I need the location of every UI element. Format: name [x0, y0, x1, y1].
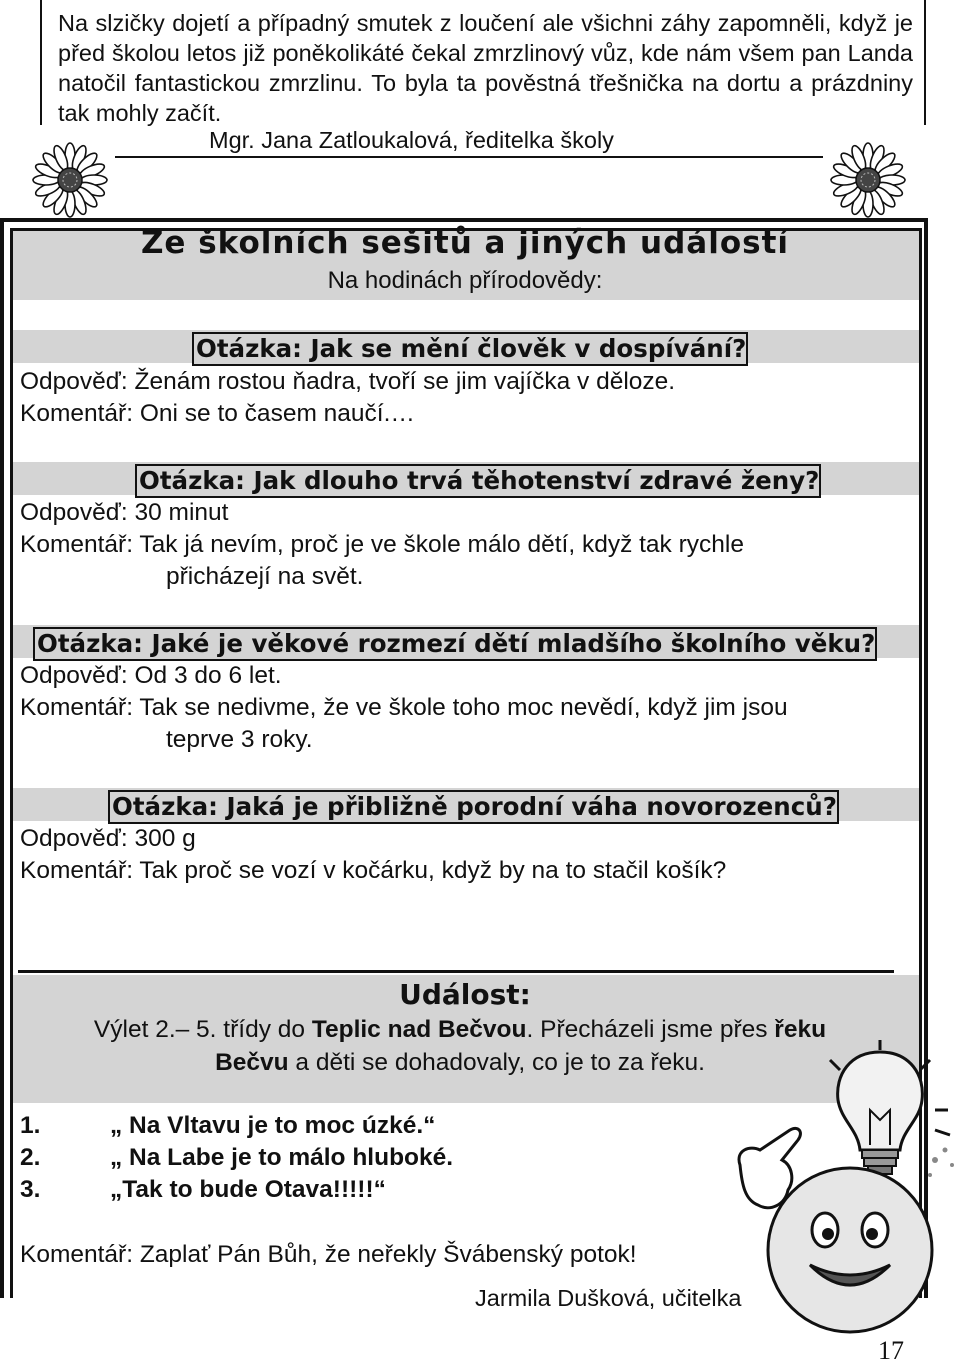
comment-text: Komentář: Tak proč se vozí v kočárku, když by na to stačil košík?	[20, 857, 727, 884]
section-subtitle: Na hodinách přírodovědy:	[327, 267, 603, 294]
answer-text: Odpověď: 300 g	[20, 825, 196, 852]
signature: Mgr. Jana Zatloukalová, ředitelka školy	[209, 127, 614, 153]
sunflower-icon	[30, 140, 110, 220]
list-text: „ Na Vltavu je to moc úzké.“	[110, 1112, 436, 1139]
list-item	[20, 1142, 453, 1174]
question-label: Otázka: Jaké je věkové rozmezí dětí mladšího školního věku?	[33, 627, 877, 661]
list-text: „Tak to bude Otava!!!!!“	[110, 1176, 386, 1203]
event-comment: Komentář: Zaplať Pán Bůh, že neřekly Švábenský potok!	[20, 1241, 637, 1268]
list-number: 1.	[20, 1112, 41, 1139]
answer-text: Odpověď: Ženám rostou ňadra, tvoří se jim vajíčka v děloze.	[20, 368, 676, 395]
answers-list	[20, 1110, 453, 1206]
event-text-part: . Přecházeli jsme přes	[526, 1016, 775, 1043]
event-place: Teplic nad Bečvou	[311, 1016, 527, 1043]
event-river: řeku	[774, 1016, 827, 1043]
answer-text: Odpověď: 30 minut	[20, 499, 229, 526]
event-text-part: a děti se dohadovaly, co je to za řeku.	[288, 1049, 705, 1076]
list-number: 2.	[20, 1144, 41, 1171]
comment-continuation: přicházejí na svět.	[166, 563, 364, 590]
section-title: Ze školních sešitů a jiných událostí	[140, 225, 790, 261]
comment-text: Komentář: Oni se to časem naučí.…	[20, 400, 415, 427]
question-label: Otázka: Jak se mění člověk v dospívání?	[192, 332, 748, 366]
list-item	[20, 1110, 453, 1142]
event-author: Jarmila Dušková, učitelka	[475, 1285, 742, 1311]
intro-paragraph: Na slzičky dojetí a případný smutek z loučení ale všichni záhy zapomněli, když je před školou letos již poněkolikáté čekal zmrzlinový vůz, kde nám všem pan Landa natočil fantastickou zmrzlinu. To byla ta pověstná třešnička na dortu a prázdniny tak mohly začít.	[58, 10, 913, 126]
page-number: 17	[878, 1336, 904, 1365]
event-text-part: Výlet 2.– 5. třídy do	[93, 1016, 312, 1043]
event-title: Událost:	[399, 978, 531, 1011]
event-river-name: Bečvu	[215, 1049, 289, 1076]
list-text: „ Na Labe je to málo hluboké.	[110, 1144, 454, 1171]
list-number: 3.	[20, 1176, 41, 1203]
question-label: Otázka: Jaká je přibližně porodní váha novorozenců?	[108, 790, 839, 824]
section-divider	[18, 970, 894, 973]
lightbulb-icon	[730, 1040, 960, 1340]
sunflower-icon	[828, 140, 908, 220]
list-item	[20, 1174, 453, 1206]
answer-text: Odpověď: Od 3 do 6 let.	[20, 662, 282, 689]
question-label: Otázka: Jak dlouho trvá těhotenství zdravé ženy?	[135, 464, 821, 498]
signature-line	[115, 156, 823, 158]
comment-text: Komentář: Tak já nevím, proč je ve škole málo dětí, když tak rychle	[20, 531, 744, 558]
comment-continuation: teprve 3 roky.	[166, 726, 313, 753]
comment-text: Komentář: Tak se nedivme, že ve škole toho moc nevědí, když jim jsou	[20, 694, 788, 721]
